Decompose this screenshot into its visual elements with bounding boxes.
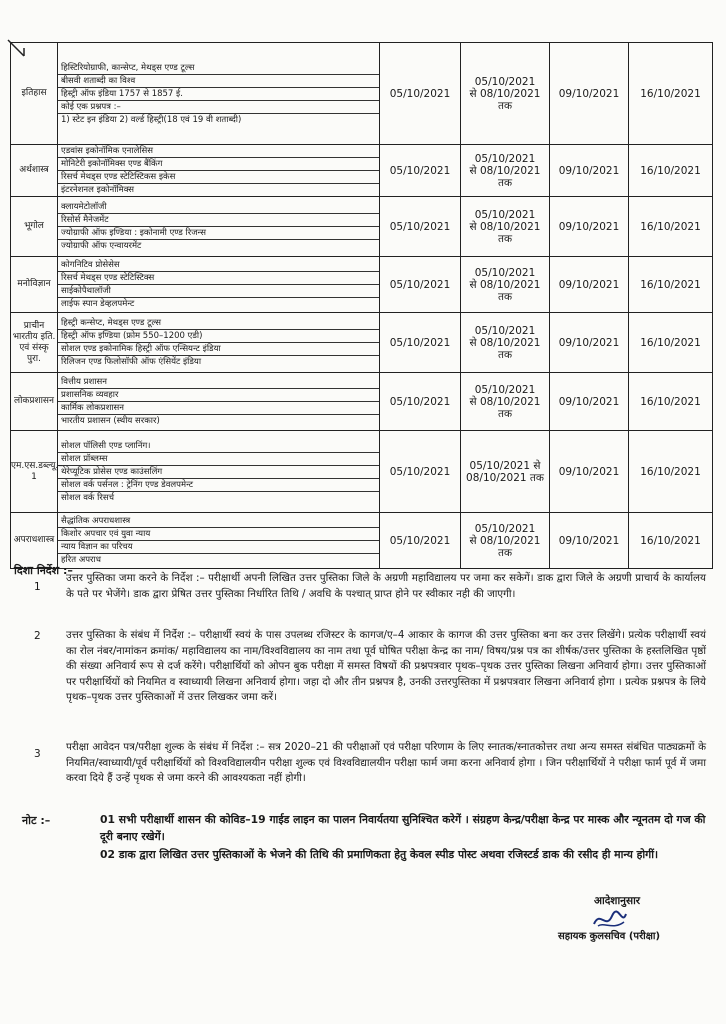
date-cell-1: 05/10/2021: [380, 257, 461, 313]
date-cell-1: 05/10/2021: [380, 431, 461, 513]
schedule-row: [11, 257, 713, 313]
schedule-row: [11, 373, 713, 431]
papers-cell: [58, 43, 380, 145]
papers-cell: [58, 513, 380, 569]
date-cell-4: 16/10/2021: [629, 373, 713, 431]
paper-item: हरित अपराध: [61, 555, 101, 565]
schedule-row: [11, 313, 713, 373]
subject-cell: अपराधशास्त्र: [11, 513, 58, 569]
paper-item: कार्मिक लोकप्रशासन: [58, 402, 379, 415]
date-range-line: से 08/10/2021: [469, 278, 541, 291]
date-range-line: तक: [497, 546, 513, 559]
paper-item: भारतीय प्रशासन (स्थीय सरकार): [61, 416, 160, 426]
paper-item: कोगनिटिव प्रोसेसेस: [58, 259, 379, 272]
paper-item: प्रशासनिक व्यवहार: [58, 389, 379, 402]
paper-item: सैद्धांतिक अपराधशास्त्र: [58, 515, 379, 528]
paper-item: सोशल प्रॉब्लम्स: [58, 453, 379, 466]
instruction-number-1: 1: [34, 581, 41, 593]
subject-cell: एम.एस.डब्ल्यू.–1: [11, 431, 58, 513]
date-range-line: 05/10/2021 से: [469, 459, 541, 472]
date-cell-1: 05/10/2021: [380, 43, 461, 145]
date-range-line: 05/10/2021: [474, 152, 536, 165]
paper-item: किशोर अपचार एवं युवा न्याय: [58, 528, 379, 541]
instruction-number-3: 3: [34, 748, 41, 760]
date-cell-3: 09/10/2021: [550, 197, 629, 257]
date-range-line: 05/10/2021: [474, 266, 536, 279]
note-item-1: 01 सभी परीक्षार्थी शासन की कोविड–19 गाईड लाइन का पालन निवार्यतया सुनिश्चित करेगें । संग्रहण केन्द्र/परीक्षा केन्द्र पर मास्क और न्यूनतम दो गज की दूरी बनाए रखेगें।: [100, 813, 706, 843]
paper-item: इंटरनेशनल इकोनॉमिक्स: [61, 185, 135, 195]
paper-item: वित्तीय प्रशासन: [58, 376, 379, 389]
paper-item: सोशल वर्क रिसर्च: [61, 492, 114, 503]
date-cell-1: 05/10/2021: [380, 197, 461, 257]
date-cell-4: 16/10/2021: [629, 145, 713, 197]
paper-item: क्लायमेटोलॉजी: [58, 201, 379, 214]
paper-item: सोशल एण्ड इकोनामिक हिस्ट्री ऑफ एन्सियन्ट इंडिया: [58, 343, 379, 356]
paper-item: लाईफ स्पान डेव्हलपमेन्ट: [61, 299, 135, 309]
papers-cell: [58, 313, 380, 373]
instruction-item-2: उत्तर पुस्तिका के संबंध में निर्देश :– परीक्षार्थी स्वयं के पास उपलब्ध रजिस्टर के कागज/ए–4 आकार के कागज की उत्तर पुस्तिका बना कर उत्तर लिखेंगे। प्रत्येक परीक्षार्थी स्वयं का रोल नंबर/नामांकन क्रमांक/ महाविद्यालय का नाम/विश्वविद्यालय का नाम तथा पूर्व घोषित परीक्षा केन्द्र का नाम/ विषय/प्रश्न पत्र का शीर्षक/उत्तर पुस्तिका के हस्तलिखित पृष्ठों की संख्या अनिवार्य रूप से दर्ज करेंगे। परीक्षार्थियों को ओपन बुक परीक्षा में समस्त विषयों की प्रश्नपत्रवार पृथक–पृथक उत्तर पुस्तिका लिखना अनिवार्य होगा। उत्तर पुस्तिकाओं पर परीक्षार्थियों को नियमित व स्वाध्यायी लिखना अनिवार्य होगा। जहा दो और तीन प्रश्नपत्र है, उनकी उत्तरपुस्तिका में प्रश्नपत्रवार लिखना अनिवार्य होगा । प्रत्येक प्रश्नपत्र के लिये पृथक–पृथक उत्तर पुस्तिकाओं में उत्तर लिखकर जमा करें।: [66, 629, 706, 703]
subject-cell: इतिहास: [11, 43, 58, 145]
date-range-line: 05/10/2021: [474, 75, 536, 88]
schedule-row: [11, 513, 713, 569]
date-range-cell: [461, 513, 550, 569]
date-range-line: 05/10/2021: [474, 522, 536, 535]
schedule-row: [11, 197, 713, 257]
papers-cell: [58, 197, 380, 257]
instruction-item-1: उत्तर पुस्तिका जमा करने के निर्देश :– परीक्षार्थी अपनी लिखित उत्तर पुस्तिका जिले के अग्रणी महाविद्यालय पर जमा कर सकेगें। डाक द्वारा जिले के अग्रणी प्राचार्य के कार्यालय के पते पर भेजेंगे। डाक द्वारा प्रेषित उत्तर पुस्तिका निर्धारित तिथि / अवधि के पश्चात् प्राप्त होने पर स्वीकार नही की जाएगी।: [66, 572, 706, 600]
date-cell-4: 16/10/2021: [629, 431, 713, 513]
paper-item: सोशल पॉलिसी एण्ड प्लानिंग।: [58, 440, 379, 453]
papers-cell: [58, 257, 380, 313]
paper-item: हिस्ट्री ऑफ इण्डिया (फ्रोम 550–1200 एडी): [58, 330, 379, 343]
date-cell-3: 09/10/2021: [550, 43, 629, 145]
paper-item: हिस्ट्री ऑफ इंडिया 1757 से 1857 ई.: [58, 88, 379, 101]
date-cell-4: 16/10/2021: [629, 257, 713, 313]
papers-cell: [58, 431, 380, 513]
date-range-cell: [461, 257, 550, 313]
subject-cell: अर्थशास्त्र: [11, 145, 58, 197]
note-label: नोट :–: [22, 814, 51, 827]
date-range-cell: [461, 313, 550, 373]
date-cell-3: 09/10/2021: [550, 313, 629, 373]
date-range-line: से 08/10/2021: [469, 164, 541, 177]
paper-item: बीसवी शताब्दी का विश्व: [58, 75, 379, 88]
paper-item: रिलिजन एण्ड फिलोसॉफी ऑफ एंसियेंट इंडिया: [61, 357, 202, 367]
date-range-line: से 08/10/2021: [469, 534, 541, 547]
date-cell-3: 09/10/2021: [550, 513, 629, 569]
subject-cell: लोकप्रशासन: [11, 373, 58, 431]
schedule-row: [11, 43, 713, 145]
date-range-line: तक: [497, 232, 513, 245]
date-cell-1: 05/10/2021: [380, 313, 461, 373]
subject-cell: प्राचीन भारतीय इति. एवं संस्कृ पुरा.: [11, 313, 58, 373]
date-range-line: तक: [497, 407, 513, 420]
instruction-number-2: 2: [34, 630, 41, 642]
date-cell-1: 05/10/2021: [380, 145, 461, 197]
schedule-row: [11, 431, 713, 513]
paper-item: ज्योग्राफी ऑफ इण्डिया : इकोनामी एण्ड रिजन्स: [58, 227, 379, 240]
date-range-line: तक: [497, 99, 513, 112]
date-range-line: 05/10/2021: [474, 383, 536, 396]
exam-schedule-table: [10, 42, 713, 569]
date-range-cell: [461, 145, 550, 197]
date-range-line: से 08/10/2021: [469, 87, 541, 100]
date-range-line: 08/10/2021 तक: [466, 471, 544, 484]
paper-item: एडवांस इकोनॉमिक एनालेसिस: [58, 145, 379, 158]
signatory-designation: सहायक कुलसचिव (परीक्षा): [558, 931, 661, 942]
paper-item: रिसोर्स मैनेजमेंट: [58, 214, 379, 227]
date-range-line: तक: [497, 290, 513, 303]
date-range-line: से 08/10/2021: [469, 395, 541, 408]
papers-cell: [58, 373, 380, 431]
date-cell-1: 05/10/2021: [380, 373, 461, 431]
paper-item: हिस्ट्री कन्सेप्ट, मेथड्स एण्ड टूल्स: [58, 317, 379, 330]
date-range-cell: [461, 197, 550, 257]
order-line: आदेशानुसार: [594, 895, 641, 907]
paper-item: ज्योग्राफी ऑफ एन्वायरमेंट: [61, 241, 142, 251]
paper-item: मोनिटेरी इकोनॉमिक्स एण्ड बैंकिंग: [58, 158, 379, 171]
date-cell-3: 09/10/2021: [550, 373, 629, 431]
instructions-title: दिशा निर्देश :–: [14, 564, 73, 577]
date-range-line: से 08/10/2021: [469, 336, 541, 349]
paper-item: न्याय विज्ञान का परिचय: [58, 541, 379, 554]
date-cell-3: 09/10/2021: [550, 145, 629, 197]
instruction-item-3: परीक्षा आवेदन पत्र/परीक्षा शुल्क के संबंध में निर्देश :– सत्र 2020–21 की परीक्षाओं एवं परीक्षा परिणाम के लिए स्नातक/स्नातकोत्तर तथा अन्य समस्त संबंधित पाठ्यक्रमों के नियमित/स्वाध्यायी/पूर्व परीक्षार्थियों को विश्वविद्यालयीन परीक्षा शुल्क एवं विश्वविद्यालयीन परीक्षा फार्म जमा करना अनिवार्य होगा । जिन परीक्षार्थियों ने परीक्षा फार्म पूर्व में जमा करवा दिये हैं उन्हें पृथक से जमा करने की आवश्यकता नहीं होगी।: [66, 741, 706, 784]
paper-item: रिसर्च मेथड्स एण्ड स्टेटिस्टिक्स: [58, 272, 379, 285]
date-range-line: 05/10/2021: [474, 324, 536, 337]
date-range-line: तक: [497, 348, 513, 361]
date-range-line: तक: [497, 176, 513, 189]
paper-item: कोई एक प्रश्नपत्र :–: [58, 101, 379, 114]
date-range-cell: [461, 431, 550, 513]
schedule-row: [11, 145, 713, 197]
paper-item: थेरेप्यूटिक प्रोसेस एण्ड काउंसलिंग: [58, 466, 379, 479]
subject-cell: मनोविज्ञान: [11, 257, 58, 313]
paper-item: हिस्टिरियोग्राफी, कान्सेप्ट, मेथड्स एण्ड टूल्स: [58, 62, 379, 75]
date-range-line: से 08/10/2021: [469, 220, 541, 233]
date-cell-4: 16/10/2021: [629, 313, 713, 373]
paper-item: 1) स्टेट इन इंडिया 2) वर्ल्ड हिस्ट्री(18 एवं 19 वी शताब्दी): [61, 114, 242, 125]
subject-cell: भूगोल: [11, 197, 58, 257]
date-range-line: 05/10/2021: [474, 208, 536, 221]
date-cell-1: 05/10/2021: [380, 513, 461, 569]
date-cell-4: 16/10/2021: [629, 513, 713, 569]
date-cell-4: 16/10/2021: [629, 197, 713, 257]
date-range-cell: [461, 373, 550, 431]
note-item-2: 02 डाक द्वारा लिखित उत्तर पुस्तिकाओं के भेजने की तिथि की प्रमाणिकता हेतु केवल स्पीड पोस्ट अथवा रजिस्टर्ड डाक की रसीद ही मान्य होगीं।: [100, 848, 659, 861]
date-cell-3: 09/10/2021: [550, 257, 629, 313]
papers-cell: [58, 145, 380, 197]
date-cell-4: 16/10/2021: [629, 43, 713, 145]
paper-item: साईकोपैथालॉजी: [58, 285, 379, 298]
paper-item: सोशल वर्क पर्सनल : ट्रेनिंग एण्ड डेवलपमेन्ट: [58, 479, 379, 492]
date-cell-3: 09/10/2021: [550, 431, 629, 513]
paper-item: रिसर्च मेथड्स एण्ड स्टेटिस्टिकस इकेस: [58, 171, 379, 184]
date-range-cell: [461, 43, 550, 145]
